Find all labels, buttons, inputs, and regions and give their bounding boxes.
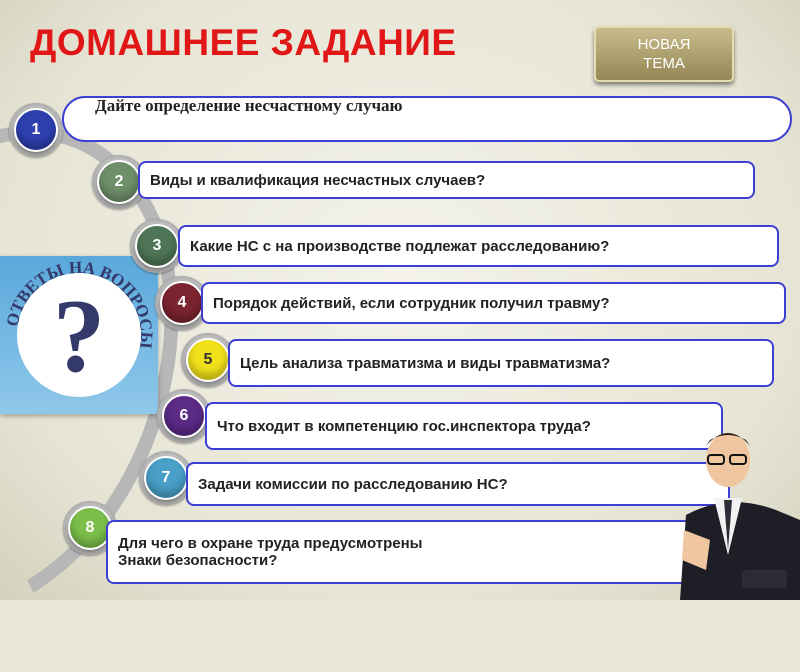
question-text-7: Задачи комиссии по расследованию НС? (198, 475, 508, 493)
businessman-image (680, 420, 800, 600)
question-number-badge: 4 (160, 281, 204, 325)
question-number-badge: 6 (162, 394, 206, 438)
new-topic-line2: ТЕМА (643, 55, 685, 72)
answers-graphic-text: ОТВЕТЫ НА ВОПРОСЫ (2, 257, 157, 350)
question-box-5[interactable] (228, 339, 774, 387)
question-text-8-line1: Для чего в охране труда предусмотрены (118, 535, 423, 552)
question-number-badge: 2 (97, 160, 141, 204)
new-topic-line1: НОВАЯ (637, 36, 691, 53)
svg-text:ОТВЕТЫ НА ВОПРОСЫ (3, 258, 157, 350)
question-number-badge: 7 (144, 456, 188, 500)
question-text-1: Дайте определение несчастному случаю (95, 96, 403, 115)
question-number-badge: 8 (68, 506, 112, 550)
question-text-5: Цель анализа травматизма и виды травматизма? (240, 354, 611, 372)
svg-text:?: ? (52, 277, 106, 394)
question-box-6[interactable] (205, 402, 723, 450)
new-topic-button[interactable] (594, 26, 734, 82)
question-text-2: Виды и квалификация несчастных случаев? (150, 171, 486, 189)
question-text-6: Что входит в компетенцию гос.инспектора труда? (217, 417, 591, 435)
page-title: ДОМАШНЕЕ ЗАДАНИЕ (30, 22, 457, 63)
question-number-badge: 1 (14, 108, 58, 152)
question-text-8-line2: Знаки безопасности? (118, 552, 278, 569)
question-number-badge: 5 (186, 338, 230, 382)
question-box-4[interactable] (201, 282, 786, 324)
question-box-2[interactable] (138, 161, 755, 199)
question-box-8[interactable] (106, 520, 696, 584)
question-text-4: Порядок действий, если сотрудник получил травму? (213, 294, 610, 312)
question-box-7[interactable] (186, 462, 730, 506)
question-number-badge: 3 (135, 224, 179, 268)
question-box-3[interactable] (178, 225, 779, 267)
question-text-3: Какие НС с на производстве подлежат расследованию? (190, 237, 610, 255)
answers-graphic (0, 256, 158, 414)
